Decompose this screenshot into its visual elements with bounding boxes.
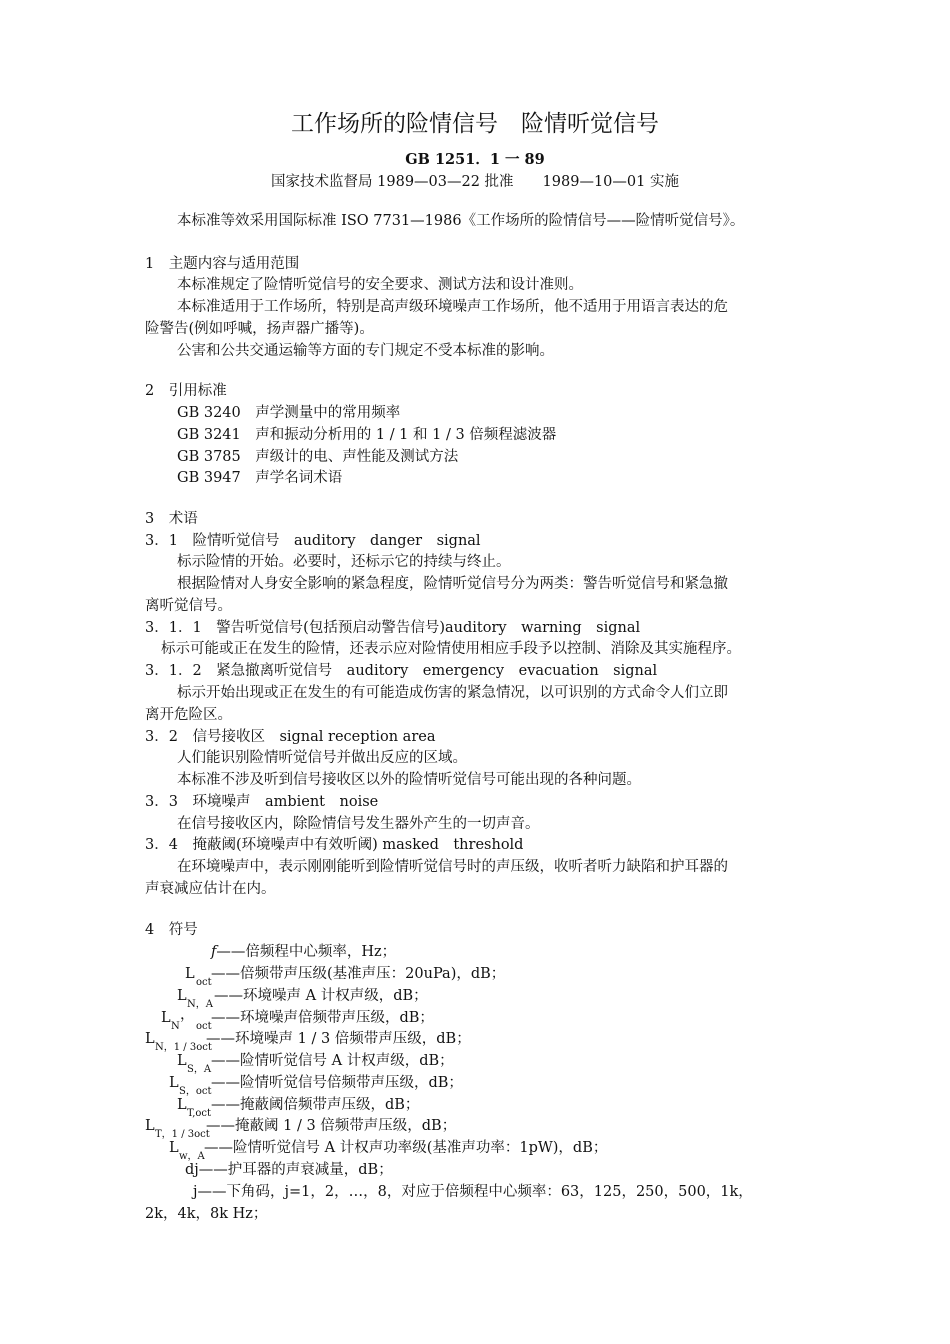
- section-1-heading: 1 主题内容与适用范围: [145, 256, 300, 272]
- symbol-subscript: T，1 / 3oct: [155, 1129, 210, 1140]
- term-heading: 3．1．1 警告听觉信号(包括预启动警告信号)auditory warning signal: [145, 620, 641, 636]
- section-4-heading: 4 符号: [145, 922, 198, 938]
- term-text: 在环境噪声中，表示刚刚能听到险情听觉信号时的声压级，收听者听力缺陷和护耳器的: [177, 859, 728, 875]
- s1-paragraph: 公害和公共交通运输等方面的专门规定不受本标准的影响。: [177, 343, 554, 359]
- symbol-definition: ——环境噪声 A 计权声级，dB；: [214, 988, 428, 1004]
- symbol-definition-continued: 2k，4k，8k Hz；: [145, 1206, 268, 1222]
- term-text: 在信号接收区内，除险情信号发生器外产生的一切声音。: [177, 816, 540, 832]
- symbol-j: [193, 1183, 753, 1201]
- s1-paragraph: 本标准规定了险情听觉信号的安全要求、测试方法和设计准则。: [177, 277, 583, 293]
- symbol-subscript: oct: [196, 1021, 212, 1032]
- symbol-definition: ——护耳器的声衰减量，dB；: [198, 1162, 393, 1178]
- section-3-heading: 3 术语: [145, 511, 198, 527]
- symbol-definition: ——倍频程中心频率，Hz；: [216, 944, 397, 960]
- reference-item: GB 3785 声级计的电、声性能及测试方法: [177, 449, 459, 465]
- s1-paragraph: 险警告(例如呼喊，扬声器广播等)。: [145, 321, 374, 337]
- term-text: 本标准不涉及听到信号接收区以外的险情听觉信号可能出现的各种问题。: [177, 772, 641, 788]
- term-text: 声衰减应估计在内。: [145, 881, 276, 897]
- symbol-l-base: L: [169, 1075, 179, 1091]
- term-text: 离开危险区。: [145, 707, 232, 723]
- term-text: 人们能识别险情听觉信号并做出反应的区域。: [177, 750, 467, 766]
- symbol-subscript: T,oct: [187, 1108, 212, 1119]
- symbol-subscript: S，A: [187, 1064, 212, 1075]
- term-heading: 3．3 环境噪声 ambient noise: [145, 794, 379, 810]
- symbol-definition: ——险情听觉信号倍频带声压级，dB；: [211, 1075, 463, 1091]
- symbol-definition: ——环境噪声 1 / 3 倍频带声压级，dB；: [206, 1031, 471, 1047]
- term-heading: 3．2 信号接收区 signal reception area: [145, 729, 436, 745]
- symbol-l-base: L: [185, 966, 195, 982]
- reference-item: GB 3241 声和振动分析用的 1 / 1 和 1 / 3 倍频程滤波器: [177, 427, 557, 443]
- symbol-l-base: L: [145, 1031, 155, 1047]
- symbol-l-base: L: [177, 1097, 187, 1113]
- term-heading: 3．1．2 紧急撤离听觉信号 auditory emergency evacuation signal: [145, 663, 658, 679]
- term-heading: 3．1 险情听觉信号 auditory danger signal: [145, 533, 481, 549]
- document-title: 工作场所的险情信号 险情听觉信号: [291, 111, 659, 137]
- term-text: 标示险情的开始。必要时，还标示它的持续与终止。: [177, 554, 511, 570]
- symbol-separator: ，: [180, 1007, 195, 1023]
- symbol-definition: ——掩蔽阈倍频带声压级，dB；: [211, 1097, 420, 1113]
- symbol-subscript: w，A: [179, 1151, 205, 1162]
- symbol-base: f: [211, 944, 217, 960]
- term-text: 标示可能或正在发生的险情，还表示应对险情使用相应手段予以控制、消除及其实施程序。: [161, 641, 741, 657]
- section-2-heading: 2 引用标准: [145, 383, 227, 399]
- symbol-dj: [185, 1161, 393, 1179]
- symbol-l-base: L: [161, 1010, 171, 1026]
- symbol-l-base: L: [169, 1140, 179, 1156]
- symbol-subscript: N，A: [187, 999, 213, 1010]
- approval-dates: 国家技术监督局 1989—03—22 批准 1989—10—01 实施: [271, 174, 679, 190]
- symbol-definition: ——掩蔽阈 1 / 3 倍频带声压级，dB；: [206, 1118, 457, 1134]
- term-heading: 3．4 掩蔽阈(环境噪声中有效听阈) masked threshold: [145, 837, 524, 853]
- reference-item: GB 3947 声学名词术语: [177, 470, 343, 486]
- symbol-f: [211, 943, 396, 961]
- s1-paragraph: 本标准适用于工作场所，特别是高声级环境噪声工作场所，他不适用于用语言表达的危: [177, 299, 728, 315]
- term-text: 标示开始出现或正在发生的有可能造成伤害的紧急情况，以可识别的方式命令人们立即: [177, 685, 728, 701]
- symbol-subscript: N，1 / 3oct: [155, 1042, 212, 1053]
- symbol-l-base: L: [145, 1118, 155, 1134]
- symbol-definition: ——倍频带声压级(基准声压：20uPa)，dB；: [211, 966, 506, 982]
- reference-item: GB 3240 声学测量中的常用频率: [177, 405, 401, 421]
- term-text: 离听觉信号。: [145, 598, 232, 614]
- term-text: 根据险情对人身安全影响的紧急程度，险情听觉信号分为两类：警告听觉信号和紧急撤: [177, 576, 728, 592]
- symbol-subscript: S，oct: [179, 1086, 212, 1097]
- symbol-definition: ——险情听觉信号 A 计权声功率级(基准声功率：1pW)，dB；: [204, 1140, 608, 1156]
- symbol-subscript: oct: [196, 977, 212, 988]
- symbol-definition: ——下角码，j=1，2，…，8，对应于倍频程中心频率：63，125，250，500，1k，: [197, 1184, 753, 1200]
- symbol-l-base: L: [177, 1053, 187, 1069]
- symbol-definition: ——环境噪声倍频带声压级，dB；: [211, 1010, 434, 1026]
- intro-paragraph: 本标准等效采用国际标准 ISO 7731—1986《工作场所的险情信号——险情听觉信号》。: [177, 213, 745, 229]
- standard-code: GB 1251．1 一 89: [405, 151, 545, 168]
- symbol-subscript: N: [171, 1021, 180, 1032]
- symbol-base: j: [193, 1184, 198, 1200]
- symbol-l-base: L: [177, 988, 187, 1004]
- symbol-base: dj: [185, 1162, 199, 1178]
- symbol-definition: ——险情听觉信号 A 计权声级，dB；: [211, 1053, 454, 1069]
